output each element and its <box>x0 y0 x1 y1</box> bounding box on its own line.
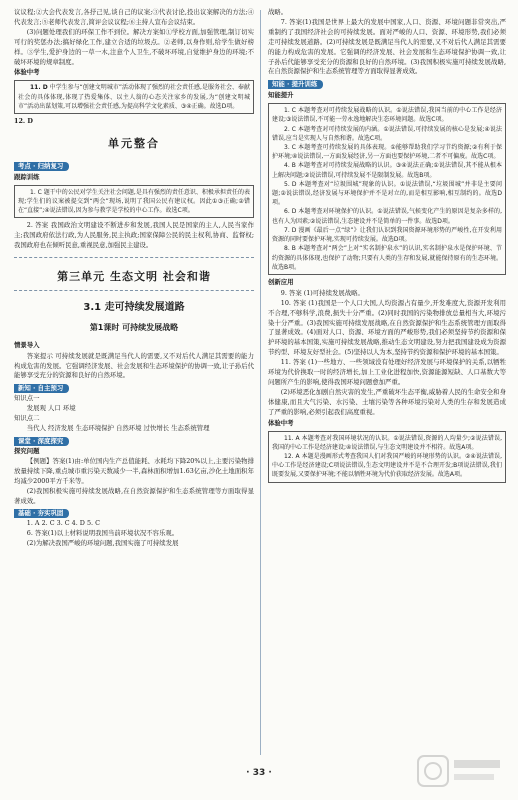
quick-answers: 1. A 2. C 3. C 4. D 5. C <box>26 519 100 528</box>
section-title: 3.1 走可持续发展道路 <box>83 301 185 313</box>
innovate-label: 创新应用 <box>268 277 294 286</box>
section-banner-kaodian: 考点 · 归纳复习 <box>14 162 69 171</box>
page-number: · 33 · <box>246 768 272 778</box>
explore-sub-label: 探究问题 <box>14 446 40 455</box>
paragraph: 答案提示 可持续发展就是既满足当代人的需要,又不对后代人满足其需要的能力构成危害的发展。它强调经济发展、社会发展和生态环境保护的协调一致,让子孙后代能够享受充分的资源和良好的自然环境。 <box>14 351 254 380</box>
answer-item: 12. A 本题是漫画形式考查我国人们对我国严峻的环境形势的认识。②④说法错误,中心工作是经济建设;C项说法错误,生态文明建设并不是不合理开发;B项说法错误,我们既要发展,又要保护环境;不能以牺牲环境为代价获取经济发展。故选A项。 <box>272 452 502 479</box>
paragraph: 9. 答案 (1)可持续发展战略。 <box>280 288 364 297</box>
answer-item: 8. B 本题考查对“两会”上对“实名制护泉水”的认识,实名制护泉水是保护环境、节约资源的具体体现,也保护了动物;只要有人类的生存和发展,就能保持原有的生态环境。故选B项。 <box>272 245 502 271</box>
tracking-label: 跟踪训练 <box>14 172 40 181</box>
left-intro <box>14 8 254 67</box>
answer-explanation: 中学生参与“创建文明城市”活动体现了强烈的社会责任感,是服务社会、奉献社会的具体体现,体现了热爱集体、以主人翁的心态关注家乡的发展,为“创建文明城市”活动出谋划策,可以增强社会责任感,为提高科学文化素质、③④正确。故选D项。 <box>18 84 250 110</box>
answer-box-q1 <box>14 185 254 219</box>
answer-box-exam <box>268 431 506 483</box>
knowledge-point-label: 知识点一 <box>14 394 40 403</box>
answer-item: 4. B 本题考查对可持续发展战略的认识。③④说法正确;①说法错误,其不能从根本上解决问题;②说法错误,可持续发展不是限制发展。故选B项。 <box>272 162 502 179</box>
section-banner-knowledge: 知能 · 提升训练 <box>268 80 323 89</box>
knowledge-point-text: 发展观 人口 环境 <box>26 404 76 413</box>
divider <box>14 290 254 291</box>
section-banner-new-knowledge: 新知 · 自主预习 <box>14 384 69 393</box>
paragraph: 2. 答案 我国政治文明建设不断进步和发展,我国人民是国家的主人,人民当家作主;我国政府依法行政,为人民服务,民主执政;国家保障公民的民主权利,协商、监督权;我国政府也在倾听民意,重视民意,加强民主建设。 <box>14 221 254 250</box>
paragraph: (2)为解决我国严峻的环境问题,我国实施了可持续发展 <box>26 539 179 548</box>
answer-item: 7. D 漫画《最后一点“绿”》让我们认识到我国资源环境形势的严峻性,在开发利用资源的同时要保护环境,实现可持续发展。故选D项。 <box>272 226 502 244</box>
paragraph: 7. 答案(1)我国是世界上最大的发展中国家,人口、资源、环境问题非常突出,严重制约了我国经济社会的可持续发展。面对严峻的人口、资源、环境形势,我们必须走可持续发展道路。(2)可持续发展是既满足当代人的需要,又不对后代人满足其需要的能力构成危害的发展。它强调的经济发展、社会发展和生态环境保护协调一致,让子孙后代能够享受充分的资源和良好的自然环境。(3)我国积极实施可持续发展战略,在自然资源保护和生态系统管理等方面取得显著成效。 <box>268 17 506 76</box>
paragraph: 11. 答案 (1)一些地方、一些领域没有处理好经济发展与环境保护的关系,以牺牲环境为代价换取一时的经济增长,加上工业化进程加快,资源能源短缺、人口基数大等问题所产生的影响,使得我国环境问题愈加严重。 <box>268 358 506 386</box>
knowledge-point-label: 知识点二 <box>14 414 40 423</box>
left-column <box>14 8 254 549</box>
scene-label: 情景导入 <box>14 340 40 349</box>
answer-item: 11. A 本题考查对我国环境状况的认识。①说法错误,资源的人均量少;②说法错误,我国的中心工作是经济建设;④说法错误,与生态文明建设并不相符。故选A项。 <box>272 434 502 451</box>
knowledge-sub-label: 知能提升 <box>268 91 294 100</box>
answer-box-knowledge <box>268 103 506 275</box>
paragraph: (2)环境恶化加剧自然灾害的发生,严重破坏生态平衡,威胁着人民的生命安全和身体健康,而且大气污染、水污染、土壤污染等各种环境污染对人类的生存和发展造成了严重的影响,必须引起我们高度重视。 <box>268 387 506 416</box>
answer-item: 1. C 本题考查对可持续发展战略的认识。①说法错误,我国当前的中心工作是经济建设;③说法错误,不可能一劳永逸地解决生态环境问题。故选C项。 <box>272 107 502 124</box>
paragraph: 【例题】答案(1)由:单位国内生产总值能耗、水耗均下降20%以上,主要污染物排放量持续下降,重点城市重污染天数减少一半,森林面积增加1.63亿亩,沙化土地面积年均减少2000平方千米等。 <box>14 456 254 485</box>
paragraph: (2)我国积极实施可持续发展战略,在自然资源保护和生态系统管理等方面取得显著成效。 <box>14 486 254 505</box>
exam-label: 体验中考 <box>268 418 294 427</box>
answer-q12: 12. D <box>14 116 33 125</box>
unit-title: 单元整合 <box>108 136 160 150</box>
paragraph: (3)问题处理我们的环保工作不到位。解决方案如①学校方面,加强管理,制订切实可行的奖惩办法;搞好绿化工作,建立合适的垃圾点。②老师,以身作则,给学生做好榜样。③学生,爱护身边的一草一木,注意个人卫生,不破坏环境,自觉维护身边的环境;不破坏环境的规章制度。 <box>14 27 254 66</box>
paragraph: 10. 答案 (1)我国是一个人口大国,人均资源占有量少,开发难度大,资源开发利用不合理,不够科学,浪费,损失十分严重。(2)同时我国的污染物排放总量相当大,环境污染十分严重。(3)我国实施可持续发展战略,在自然资源保护和生态系统管理方面取得了显著成效。(4)面对人口、资源、环境方面的严峻形势,我们必须坚持节约资源和保护环境的基本国策,实施可持续发展战略,推动生态文明建设,努力把我国建设成为资源节约型、环境友好型社会。(5)坚持以人为本,坚持节约资源和保护环境的基本国策。 <box>268 298 506 357</box>
divider <box>14 257 254 258</box>
watermark-stamp-icon <box>416 752 504 792</box>
answer-box-q11 <box>14 80 254 114</box>
paragraph: 战略。 <box>268 8 288 16</box>
column-divider <box>260 10 261 755</box>
lesson-title: 第1课时 可持续发展战略 <box>89 322 179 332</box>
paragraph: 议议程;②大会代表发言,各抒己见,谈自己的议案;③代表讨论,投出议案解决的方法;④代表发言;⑤老师代表发言,简评会议议程;⑥主持人宣布会议结束。 <box>14 8 254 26</box>
answer-item: 6. D 本题考查对环境保护的认识。①说法错误,气候变化产生的原因是复杂多样的,也有人为因素;②说法错误,生态建设并不是简单的一件事。故选D项。 <box>272 208 502 225</box>
section-banner-base: 基础 · 夯实巩固 <box>14 509 69 518</box>
section-banner-explore: 课堂 · 深度探究 <box>14 437 69 446</box>
answer-item: 5. D 本题考查对“垃圾围城”现象的认识。①说法错误,“垃圾围城”并非是主要问题;②说法错误,经济发展与环境保护并不是对立的,而是相互影响,相互制约的。故选D项。 <box>272 180 502 207</box>
practice-label: 体验中考 <box>14 68 40 77</box>
answer-item: 3. C 本题考查可持续发展的具体表现。①能够帮助我们学习节约资源;②有利于保护环境;④说法错误,一方面发展经济,另一方面也要保护环境,二者不可偏废。故选C项。 <box>272 144 502 161</box>
knowledge-point-text: 当代人 经济发展 生态环境保护 自然环境 过快增长 生态系统管理 <box>26 424 210 433</box>
right-column <box>268 8 506 486</box>
answer-number: 11. D <box>30 84 48 92</box>
answer-item: 2. C 本题考查对可持续发展的内涵。①说法错误,可持续发展的核心是发展;④说法错误,应当是实现人与自然和谐。故选C项。 <box>272 125 502 142</box>
chapter-title: 第三单元 生态文明 社会和谐 <box>57 270 211 283</box>
paragraph: 6. 答案(1)以上材料说明我国当前环境状况不容乐观。 <box>26 529 179 538</box>
answer-explanation: 1. C 题干中的公民对学生关注社会问题,是具有强烈的责任意识、积极承担责任的表现;学生们的议案被提交到“两会”现场,说明了我国公民有建议权。因此①③正确;②错在“直接”;④说法错误,因为参与教学是学校的中心工作。故选C项。 <box>18 188 250 215</box>
